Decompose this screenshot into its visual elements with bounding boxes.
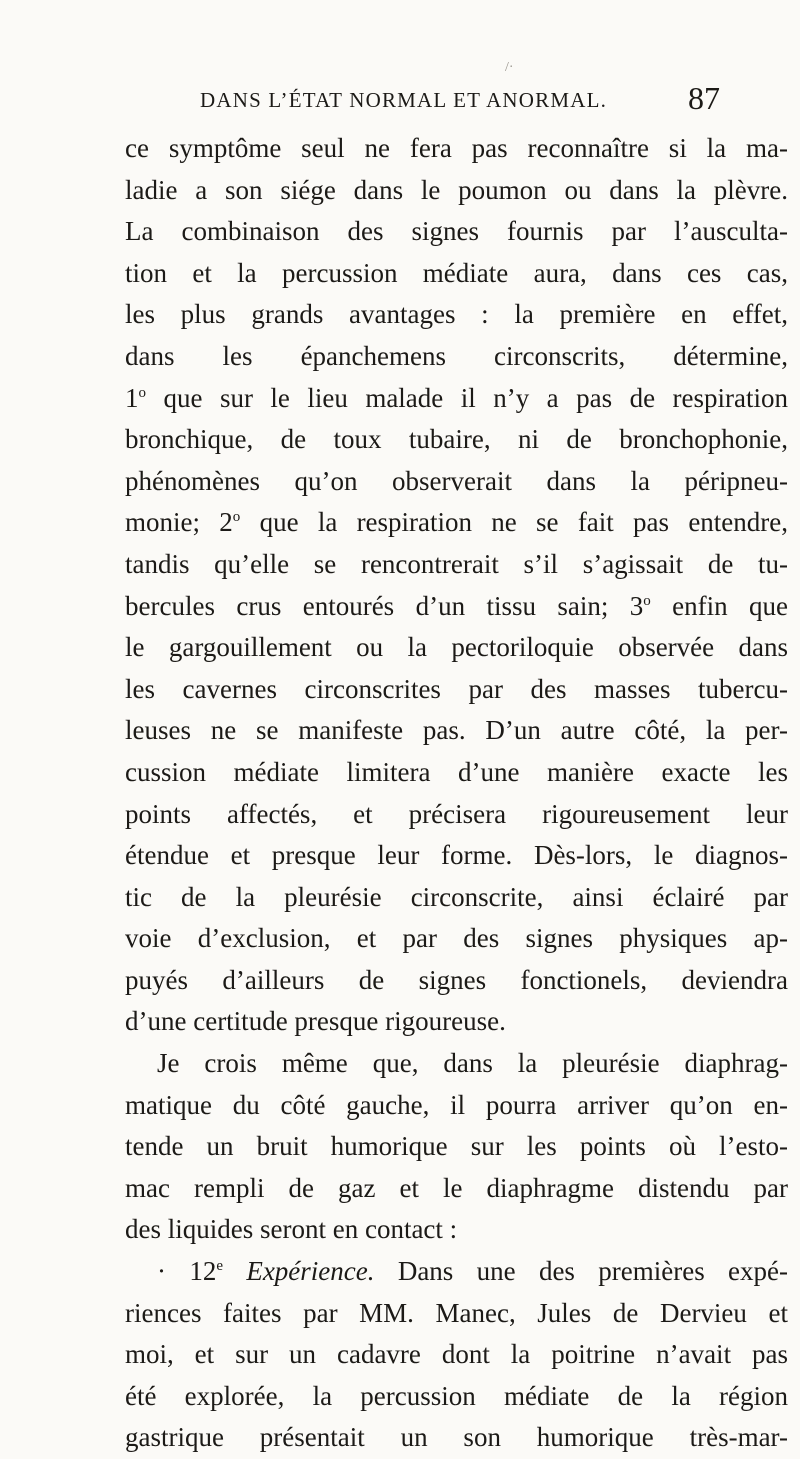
text-line: bronchique, de toux tubaire, ni de bronchophonie,: [125, 424, 788, 455]
text-line-content: que la respiration ne se fait pas entendre,: [259, 507, 789, 538]
body-text: [125, 128, 788, 1459]
text-line: les plus grands avantages : la première en effet,: [125, 299, 788, 330]
text-line: cussion médiate limitera d’une manière exacte les: [125, 756, 788, 787]
ordinal-second: 2: [219, 507, 233, 538]
text-line: tion et la percussion médiate aura, dans ces cas,: [125, 257, 788, 288]
text-line: tandis qu’elle se rencontrerait s’il s’agissait de tu-: [125, 548, 788, 579]
text-line-content: monie;: [125, 507, 200, 538]
text-line-paragraph-start: Je crois même que, dans la pleurésie diaphrag-: [157, 1048, 788, 1079]
text-line: le gargouillement ou la pectoriloquie observée dans: [125, 632, 788, 663]
running-title: DANS L’ÉTAT NORMAL ET ANORMAL.: [200, 88, 608, 112]
text-line: matique du côté gauche, il pourra arriver qu’on en-: [125, 1089, 788, 1120]
text-line: ce symptôme seul ne fera pas reconnaître si la ma-: [125, 133, 788, 163]
running-head: [200, 80, 720, 116]
text-line: dans les épanchemens circonscrits, détermine,: [125, 340, 788, 371]
text-line: La combinaison des signes fournis par l’ausculta-: [125, 216, 788, 247]
page-number: 87: [688, 80, 720, 116]
text-line: tende un bruit humorique sur les points où l’esto-: [125, 1131, 788, 1162]
text-line: phénomènes qu’on observerait dans la péripneu-: [125, 465, 788, 496]
experiment-number-sup: e: [216, 1258, 223, 1275]
stray-ink-mark: /·: [505, 60, 514, 75]
text-line: riences faites par MM. Manec, Jules de Dervieu et: [125, 1297, 788, 1328]
text-line: mac rempli de gaz et le diaphragme distendu par: [125, 1172, 788, 1203]
text-line: puyés d’ailleurs de signes fonctionels, deviendra: [125, 964, 788, 995]
text-line-paragraph-end: d’une certitude presque rigoureuse.: [125, 1006, 506, 1037]
text-line: étendue et presque leur forme. Dès-lors, le diagnos-: [125, 840, 788, 871]
text-line-paragraph-end: des liquides seront en contact :: [125, 1214, 458, 1245]
text-line-content: que sur le lieu malade il n’y a pas de respiration: [163, 382, 789, 413]
ordinal-first: 1: [125, 382, 139, 413]
ordinal-first-sup: o: [138, 384, 146, 401]
ordinal-third: 3: [629, 590, 644, 621]
text-line-content: bercules crus entourés d’un tissu sain;: [125, 590, 609, 621]
text-line-content: enfin que: [672, 590, 788, 621]
text-line: été explorée, la percussion médiate de la région: [125, 1380, 788, 1411]
text-line-third-point: [125, 586, 788, 628]
text-line: moi, et sur un cadavre dont la poitrine n’avait pas: [125, 1339, 788, 1370]
text-line: les cavernes circonscrites par des masses tubercu-: [125, 673, 788, 704]
ordinal-third-sup: o: [643, 592, 651, 609]
experiment-bullet: ·: [157, 1256, 166, 1287]
experiment-heading-line: [125, 1251, 788, 1293]
text-line: voie d’exclusion, et par des signes physiques ap-: [125, 923, 788, 954]
text-line-second-point: [125, 502, 788, 544]
experiment-number: 12: [189, 1256, 217, 1287]
text-line: points affectés, et précisera rigoureusement leur: [125, 798, 788, 829]
ordinal-second-sup: o: [232, 509, 241, 526]
text-line: leuses ne se manifeste pas. D’un autre côté, la per-: [125, 715, 788, 746]
text-line-first-point: [125, 378, 788, 420]
text-line: gastrique présentait un son humorique très-mar-: [125, 1422, 788, 1453]
experiment-title: Expérience.: [246, 1256, 375, 1287]
text-line: tic de la pleurésie circonscrite, ainsi éclairé par: [125, 881, 788, 912]
text-line-content: Dans une des premières expé-: [397, 1256, 788, 1287]
text-line: ladie a son siége dans le poumon ou dans la plèvre.: [125, 174, 788, 205]
